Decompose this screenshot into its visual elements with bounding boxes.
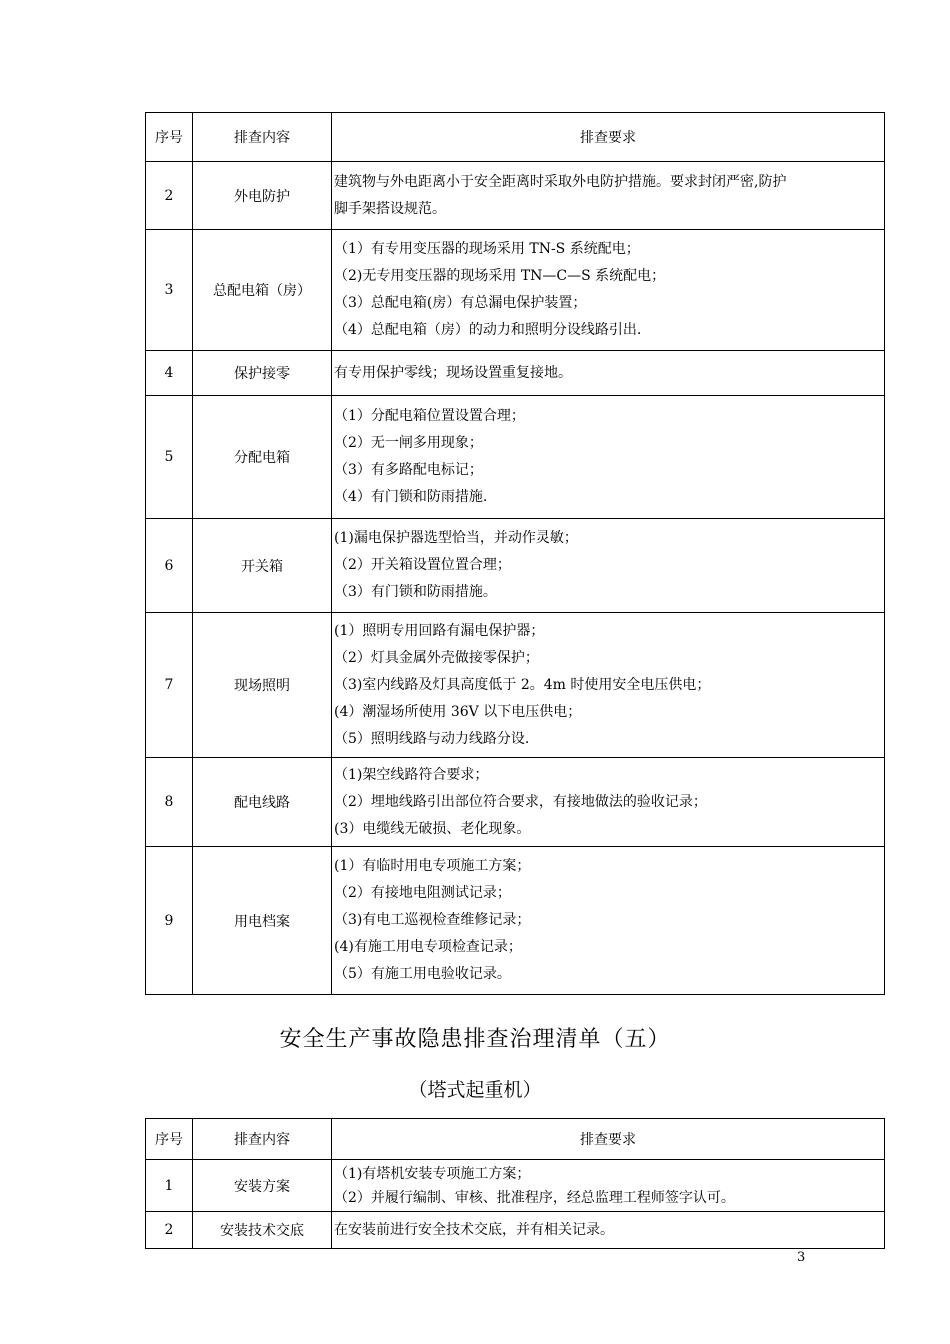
table-header-row	[146, 113, 885, 162]
header-item: 排查内容	[193, 1119, 332, 1160]
row-requirements	[332, 758, 885, 847]
requirement-line: （1）分配电箱位置设置合理；	[334, 408, 525, 424]
row-requirements	[332, 351, 885, 396]
row-requirements	[332, 519, 885, 613]
requirement-line: （2)无专用变压器的现场采用 TN—C—S 系统配电；	[334, 268, 666, 284]
requirement-line: （1）有专用变压器的现场采用 TN-S 系统配电；	[334, 241, 640, 257]
header-requirement: 排查要求	[332, 113, 885, 162]
table-row	[146, 1212, 885, 1249]
table-row	[146, 519, 885, 613]
row-item: 配电线路	[193, 758, 332, 847]
row-number: 2	[146, 1212, 193, 1249]
requirement-line: （3）有门锁和防雨措施。	[334, 584, 497, 600]
row-item: 安装技术交底	[193, 1212, 332, 1249]
requirement-line: (4)有施工用电专项检查记录；	[334, 939, 522, 955]
table-row	[146, 758, 885, 847]
page-subtitle: （塔式起重机）	[408, 1079, 542, 1101]
table-row	[146, 162, 885, 230]
row-requirements	[332, 396, 885, 519]
requirement-line: 有专用保护零线；现场设置重复接地。	[334, 365, 572, 381]
row-item: 现场照明	[193, 613, 332, 758]
page-title: 安全生产事故隐患排查治理清单（五）	[279, 1027, 671, 1052]
row-item: 安装方案	[193, 1160, 332, 1212]
row-number: 3	[146, 230, 193, 351]
requirement-line: （3)室内线路及灯具高度低于 2。4m 时使用安全电压供电；	[334, 676, 711, 693]
requirement-line: (1)漏电保护器选型恰当，并动作灵敏；	[334, 530, 578, 546]
requirement-line: （2）无一闸多用现象；	[334, 435, 483, 451]
requirement-line: （3)有电工巡视检查维修记录；	[334, 912, 531, 928]
requirement-line: （5）有施工用电验收记录。	[334, 966, 511, 982]
row-requirements	[332, 847, 885, 995]
row-number: 4	[146, 351, 193, 396]
table-row	[146, 396, 885, 519]
requirement-line: （2）开关箱设置位置合理；	[334, 557, 511, 573]
row-requirements	[332, 230, 885, 351]
row-number: 5	[146, 396, 193, 519]
tower-crane-inspection-table	[145, 1118, 885, 1249]
requirement-line: （2）有接地电阻测试记录；	[334, 885, 511, 901]
table-row	[146, 1160, 885, 1212]
electrical-inspection-table	[145, 112, 885, 995]
row-number: 1	[146, 1160, 193, 1212]
requirement-line: 在安装前进行安全技术交底，并有相关记录。	[334, 1222, 614, 1238]
row-item: 总配电箱（房）	[193, 230, 332, 351]
row-number: 7	[146, 613, 193, 758]
page-number: 3	[797, 1250, 806, 1265]
requirement-line: 建筑物与外电距离小于安全距离时采取外电防护措施。要求封闭严密,防护	[334, 173, 787, 190]
requirement-line: （2）埋地线路引出部位符合要求，有接地做法的验收记录；	[334, 793, 707, 810]
table-row	[146, 847, 885, 995]
row-number: 6	[146, 519, 193, 613]
requirement-line: (1）有临时用电专项施工方案；	[334, 858, 531, 874]
row-item: 分配电箱	[193, 396, 332, 519]
requirement-line: 脚手架搭设规范。	[334, 200, 446, 217]
row-number: 8	[146, 758, 193, 847]
requirement-line: （1)有塔机安装专项施工方案；	[334, 1165, 531, 1182]
requirement-line: （4）总配电箱（房）的动力和照明分设线路引出.	[334, 322, 642, 338]
requirement-line: （4）有门锁和防雨措施.	[334, 489, 488, 505]
requirement-line: (1）照明专用回路有漏电保护器；	[334, 622, 545, 639]
table-row	[146, 230, 885, 351]
header-item: 排查内容	[193, 113, 332, 162]
table-row	[146, 613, 885, 758]
row-requirements	[332, 1212, 885, 1249]
header-requirement: 排查要求	[332, 1119, 885, 1160]
row-number: 2	[146, 162, 193, 230]
requirement-line: （2）并履行编制、审核、批准程序，经总监理工程师签字认可。	[334, 1189, 735, 1206]
requirement-line: （1)架空线路符合要求；	[334, 766, 489, 783]
requirement-line: （3）总配电箱(房）有总漏电保护装置；	[334, 295, 587, 311]
row-item: 外电防护	[193, 162, 332, 230]
header-seq: 序号	[146, 1119, 193, 1160]
row-number: 9	[146, 847, 193, 995]
table-row	[146, 351, 885, 396]
row-requirements	[332, 613, 885, 758]
row-item: 保护接零	[193, 351, 332, 396]
requirement-line: (3）电缆线无破损、老化现象。	[334, 820, 531, 837]
row-requirements	[332, 162, 885, 230]
requirement-line: （5）照明线路与动力线路分设.	[334, 730, 530, 747]
row-item: 开关箱	[193, 519, 332, 613]
table-header-row	[146, 1119, 885, 1160]
requirement-line: （3）有多路配电标记；	[334, 462, 483, 478]
requirement-line: (4）潮湿场所使用 36V 以下电压供电；	[334, 703, 582, 720]
requirement-line: （2）灯具金属外壳做接零保护；	[334, 649, 539, 666]
header-seq: 序号	[146, 113, 193, 162]
row-requirements	[332, 1160, 885, 1212]
row-item: 用电档案	[193, 847, 332, 995]
